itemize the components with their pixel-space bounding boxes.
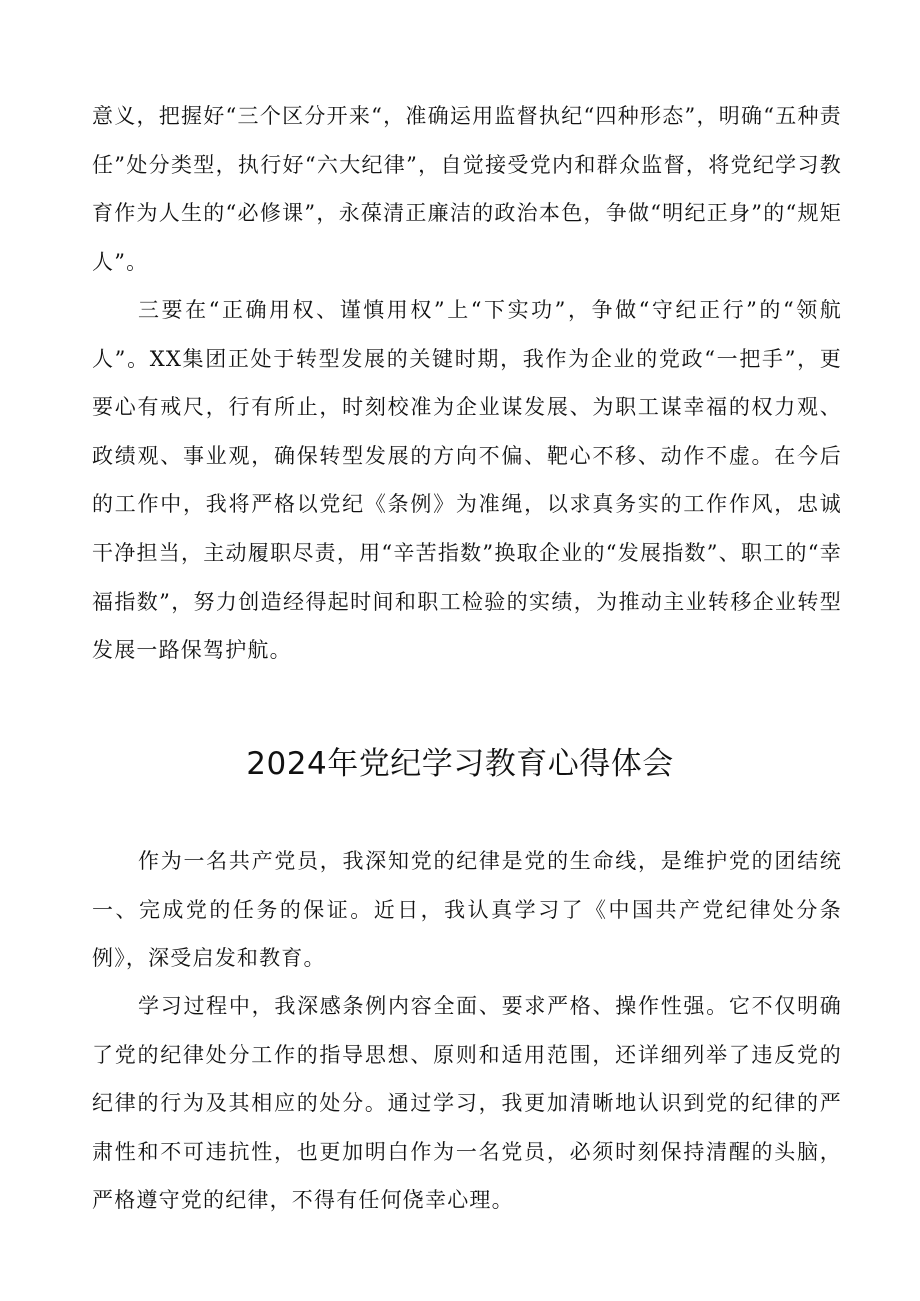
paragraph-third-point: 三要在“正确用权、谨慎用权”上“下实功”，争做“守纪正行”的“领航人”。XX集团正处于转型发展的关键时期，我作为企业的党政“一把手”，更要心有戒尺，行有所止，时刻校准为企业谋发展、为职工谋幸福的权力观、政绩观、事业观，确保转型发展的方向不偏、靶心不移、动作不虚。在今后的工作中，我将严格以党纪《条例》为准绳，以求真务实的工作作风，忠诚干净担当，主动履职尽责，用“辛苦指数”换取企业的“发展指数”、职工的“幸福指数”，努力创造经得起时间和职工检验的实绩，为推动主业转移企业转型发展一路保驾护航。 bbox=[92, 298, 842, 663]
article-paragraph-study: 学习过程中，我深感条例内容全面、要求严格、操作性强。它不仅明确了党的纪律处分工作的指导思想、原则和适用范围，还详细列举了违反党的纪律的行为及其相应的处分。通过学习，我更加清晰地认识到党的纪律的严肃性和不可违抗性，也更加明白作为一名党员，必须时刻保持清醒的头脑，严格遵守党的纪律，不得有任何侥幸心理。 bbox=[92, 994, 842, 1213]
paragraph-continued: 意义，把握好“三个区分开来“，准确运用监督执纪“四种形态”，明确“五种责任”处分类型，执行好“六大纪律”，自觉接受党内和群众监督，将党纪学习教育作为人生的“必修课”，永葆清正廉洁的政治本色，争做“明纪正身”的“规矩人”。 bbox=[92, 104, 842, 274]
article-title: 2024年党纪学习教育心得体会 bbox=[246, 746, 674, 782]
article-paragraph-intro: 作为一名共产党员，我深知党的纪律是党的生命线，是维护党的团结统一、完成党的任务的保证。近日，我认真学习了《中国共产党纪律处分条例》，深受启发和教育。 bbox=[92, 849, 842, 971]
